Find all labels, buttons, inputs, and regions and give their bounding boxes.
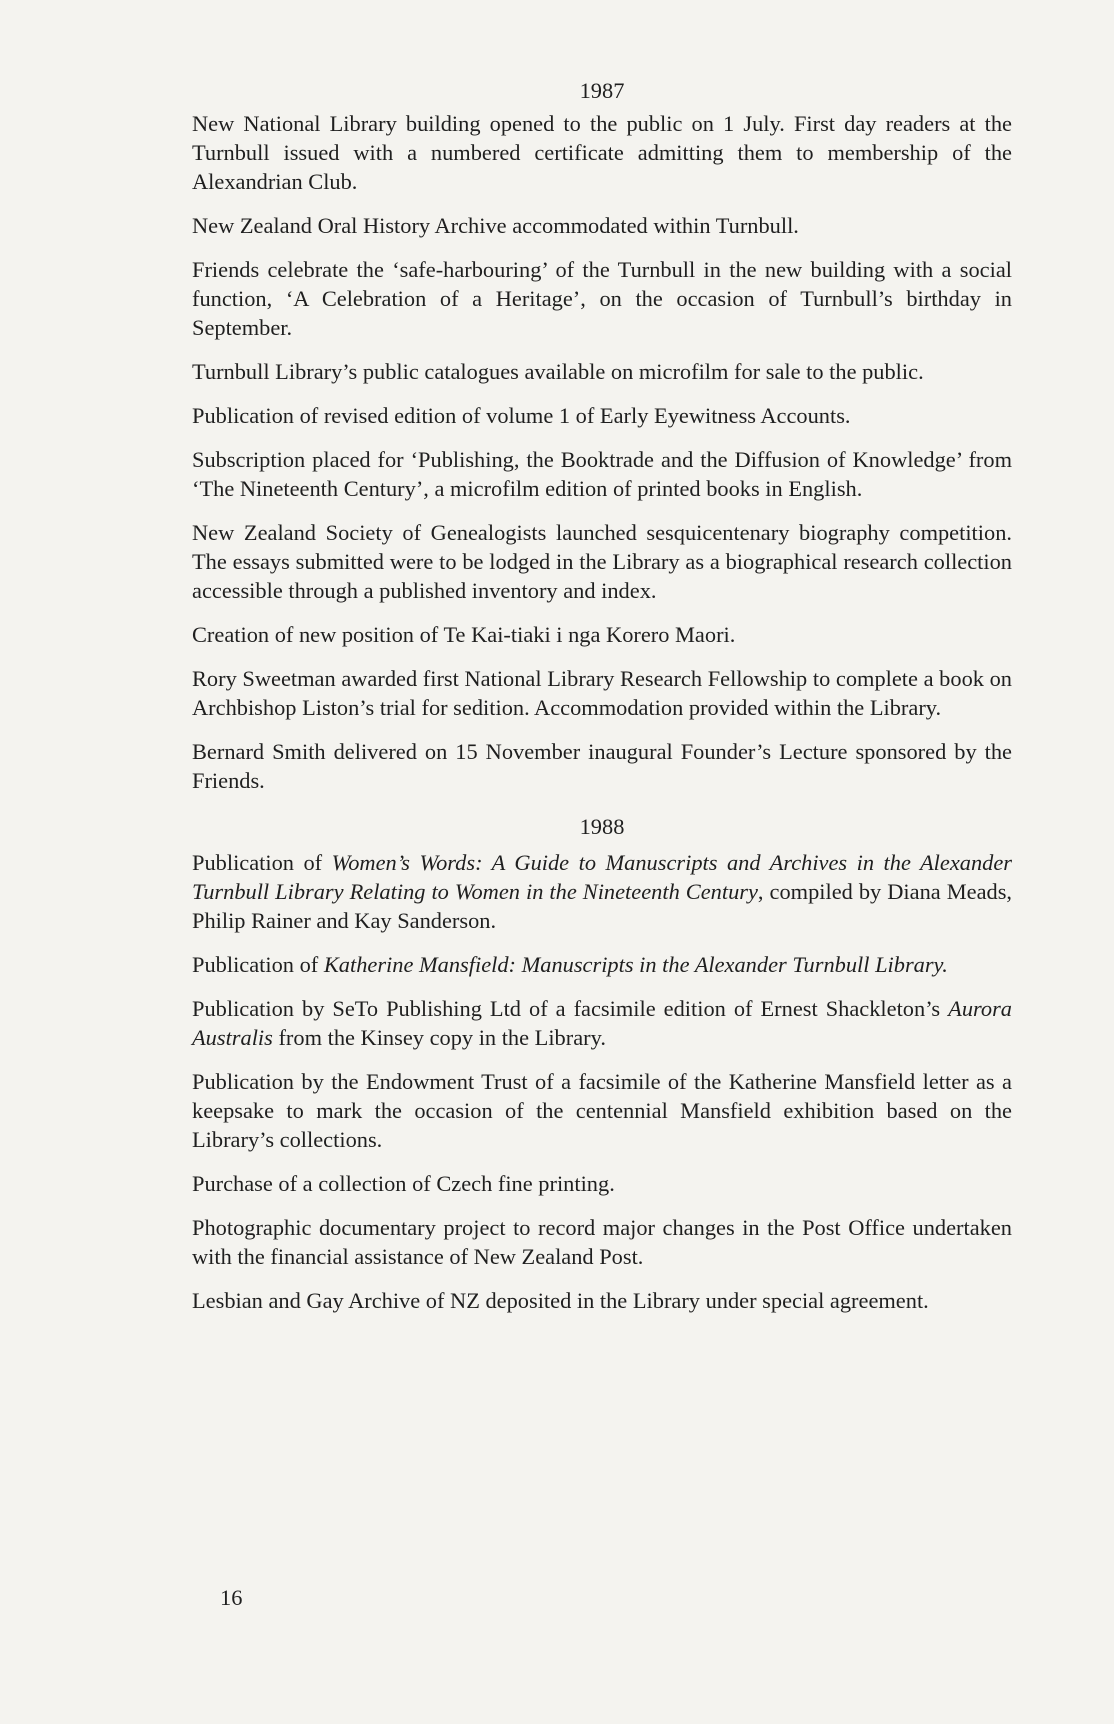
entry-with-title bbox=[192, 950, 1012, 979]
entry: Turnbull Library’s public catalogues available on microfilm for sale to the public. bbox=[192, 359, 924, 384]
entry: Photographic documentary project to record major changes in the Post Office undertaken with the financial assistance of New Zealand Post. bbox=[192, 1215, 1012, 1269]
entry-with-title bbox=[192, 994, 1012, 1052]
year-heading-1988: 1988 bbox=[579, 814, 625, 839]
entry-text: Publication by SeTo Publishing Ltd of a facsimile edition of Ernest Shackleton’s bbox=[192, 996, 949, 1021]
entry-text: Publication of bbox=[192, 952, 324, 977]
entry: New National Library building opened to the public on 1 July. First day readers at the Turnbull issued with a numbered certificate admitting them to membership of the Alexandrian Club. bbox=[192, 111, 1012, 194]
page-number: 16 bbox=[220, 1585, 243, 1610]
page-content bbox=[192, 72, 1012, 1330]
year-heading-1987: 1987 bbox=[579, 78, 625, 103]
entry: New Zealand Oral History Archive accommodated within Turnbull. bbox=[192, 213, 799, 238]
entry: Subscription placed for ‘Publishing, the Booktrade and the Diffusion of Knowledge’ from ‘The Nineteenth Century’, a microfilm edition of printed books in English. bbox=[192, 447, 1012, 501]
entry: New Zealand Society of Genealogists launched sesquicentenary biography competition. The essays submitted were to be lodged in the Library as a biographical research collection accessible through a published inventory and index. bbox=[192, 520, 1012, 603]
entry: Creation of new position of Te Kai-tiaki i nga Korero Maori. bbox=[192, 622, 736, 647]
entry: Friends celebrate the ‘safe-harbouring’ of the Turnbull in the new building with a social function, ‘A Celebration of a Heritage’, on the occasion of Turnbull’s birthday in September. bbox=[192, 257, 1012, 340]
publication-title: Katherine Mansfield: Manuscripts in the Alexander Turnbull Library. bbox=[323, 952, 948, 977]
publication-title: Aurora Australis bbox=[192, 996, 1012, 1050]
entry: Purchase of a collection of Czech fine printing. bbox=[192, 1171, 615, 1196]
entry-with-title bbox=[192, 848, 1012, 935]
entry: Publication by the Endowment Trust of a facsimile of the Katherine Mansfield letter as a keepsake to mark the occasion of the centennial Mansfield exhibition based on the Library’s collections. bbox=[192, 1069, 1012, 1152]
entry-text: , compiled by Diana Meads, Philip Rainer and Kay Sanderson. bbox=[192, 879, 1013, 933]
entry: Bernard Smith delivered on 15 November inaugural Founder’s Lecture sponsored by the Friends. bbox=[192, 739, 1012, 793]
entry-text: from the Kinsey copy in the Library. bbox=[272, 1025, 606, 1050]
entry: Lesbian and Gay Archive of NZ deposited in the Library under special agreement. bbox=[192, 1288, 929, 1313]
publication-title: Women’s Words: A Guide to Manuscripts and Archives in the Alexander Turnbull Library Relating to Women in the Nineteenth Century bbox=[192, 850, 1012, 904]
entry: Publication of revised edition of volume 1 of Early Eyewitness Accounts. bbox=[192, 403, 851, 428]
entry: Rory Sweetman awarded first National Library Research Fellowship to complete a book on Archbishop Liston’s trial for sedition. Accommodation provided within the Library. bbox=[192, 666, 1012, 720]
entry-text: Publication of bbox=[192, 850, 332, 875]
